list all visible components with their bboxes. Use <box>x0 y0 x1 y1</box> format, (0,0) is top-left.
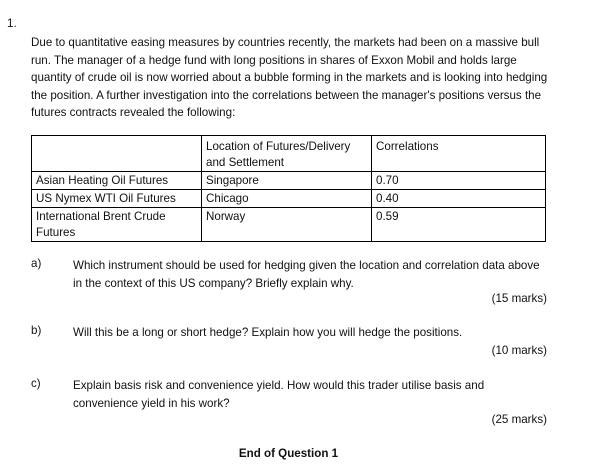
part-a-marks: (15 marks) <box>491 292 547 305</box>
part-c-label: c) <box>31 377 41 390</box>
table-cell-correlation: 0.70 <box>372 172 546 190</box>
end-of-question: End of Question 1 <box>238 447 339 460</box>
question-number: 1. <box>7 17 17 30</box>
table-header-row <box>32 136 546 172</box>
part-c-text: Explain basis risk and convenience yield. How would this trader utilise basis and convenience yield in his work? <box>73 379 485 410</box>
table-cell-correlation: 0.59 <box>372 208 546 242</box>
table-cell-instrument: International Brent Crude Futures <box>32 208 202 242</box>
table-cell-instrument: Asian Heating Oil Futures <box>32 172 202 190</box>
part-a-label: a) <box>31 257 42 270</box>
table-cell-correlation: 0.40 <box>372 190 546 208</box>
part-c-marks: (25 marks) <box>491 413 547 426</box>
part-b-text: Will this be a long or short hedge? Explain how you will hedge the positions. <box>73 326 463 339</box>
table-header-location: Location of Futures/Delivery and Settlement <box>202 136 372 172</box>
table-row <box>32 190 546 208</box>
part-b-label: b) <box>31 324 42 337</box>
futures-table <box>31 135 546 242</box>
table-cell-location: Chicago <box>202 190 372 208</box>
table-header-blank <box>32 136 202 172</box>
table-cell-location: Singapore <box>202 172 372 190</box>
part-b-marks: (10 marks) <box>491 344 547 357</box>
table-cell-location: Norway <box>202 208 372 242</box>
table-row <box>32 208 546 242</box>
part-a-text: Which instrument should be used for hedging given the location and correlation data above in the context of this US company? Briefly explain why. <box>73 259 540 290</box>
table-row <box>32 172 546 190</box>
table-cell-instrument: US Nymex WTI Oil Futures <box>32 190 202 208</box>
question-intro: Due to quantitative easing measures by countries recently, the markets had been on a massive bull run. The manager of a hedge fund with long positions in shares of Exxon Mobil and holds large quantity of crude oil is now worried about a bubble forming in the markets and is looking into hedging the position. A further investigation into the correlations between the manager's positions versus the futures contracts revealed the following: <box>31 36 548 120</box>
table-header-correlations: Correlations <box>372 136 546 172</box>
